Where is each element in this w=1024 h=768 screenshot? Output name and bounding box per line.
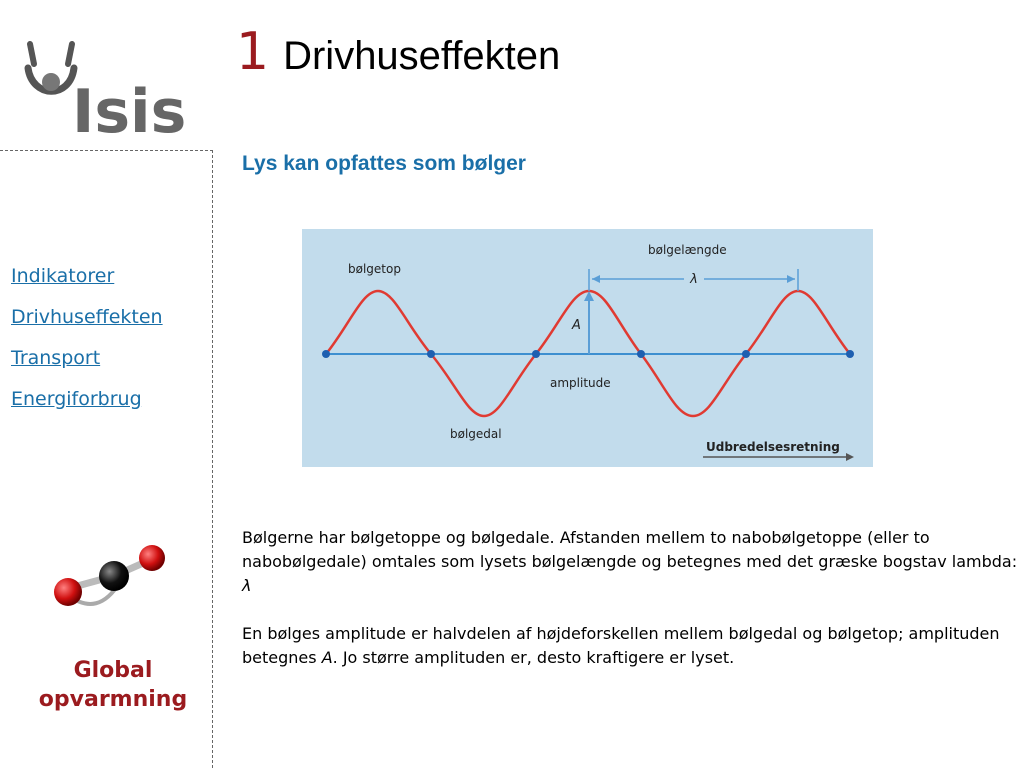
- isis-logo: [22, 38, 202, 138]
- paragraph2-text-after: . Jo større amplituden er, desto kraftigere er lyset.: [332, 648, 735, 667]
- nav-link-drivhuseffekten[interactable]: Drivhuseffekten: [11, 306, 163, 328]
- axis-dot: [846, 350, 854, 358]
- section-title-line1: Global: [73, 658, 153, 683]
- label-trough: bølgedal: [450, 427, 502, 441]
- chapter-title: Drivhuseffekten: [283, 34, 561, 78]
- logo-text: Isis: [72, 77, 187, 138]
- page-title: [236, 22, 560, 82]
- lambda-symbol: λ: [242, 576, 252, 595]
- paragraph1-text: Bølgerne har bølgetoppe og bølgedale. Afstanden mellem to nabobølgetoppe (eller to nabobølgedale) omtales som lysets bølgelængde og betegnes med det græske bogstav lambda:: [242, 528, 1018, 571]
- wave-diagram: [302, 229, 873, 467]
- sidebar-nav: [11, 256, 163, 420]
- label-direction: Udbredelsesretning: [706, 440, 840, 454]
- nav-link-indikatorer[interactable]: Indikatorer: [11, 265, 115, 287]
- nav-link-transport[interactable]: Transport: [11, 347, 101, 369]
- sidebar-section-title: [0, 656, 226, 714]
- axis-dot: [742, 350, 750, 358]
- axis-dot: [637, 350, 645, 358]
- axis-dot: [427, 350, 435, 358]
- body-text: [242, 526, 1022, 694]
- section-title-line2: opvarmning: [38, 687, 188, 712]
- label-wavelength: bølgelængde: [648, 243, 727, 257]
- label-amplitude: amplitude: [550, 376, 611, 390]
- label-lambda: λ: [690, 272, 698, 287]
- paragraph-wavelength: [242, 526, 1022, 598]
- nav-link-energiforbrug[interactable]: Energiforbrug: [11, 388, 142, 410]
- co2-molecule-image: [48, 540, 178, 624]
- label-crest: bølgetop: [348, 262, 401, 276]
- amplitude-symbol: A: [321, 648, 333, 667]
- section-subtitle: Lys kan opfattes som bølger: [242, 152, 526, 175]
- paragraph2-text-before: En bølges amplitude er halvdelen af højdeforskellen mellem bølgedal og bølgetop; amplituden betegnes: [242, 624, 1000, 667]
- axis-dot: [322, 350, 330, 358]
- chapter-number: 1: [236, 22, 270, 82]
- label-A: A: [572, 318, 581, 333]
- axis-dot: [532, 350, 540, 358]
- paragraph-amplitude: [242, 622, 1022, 670]
